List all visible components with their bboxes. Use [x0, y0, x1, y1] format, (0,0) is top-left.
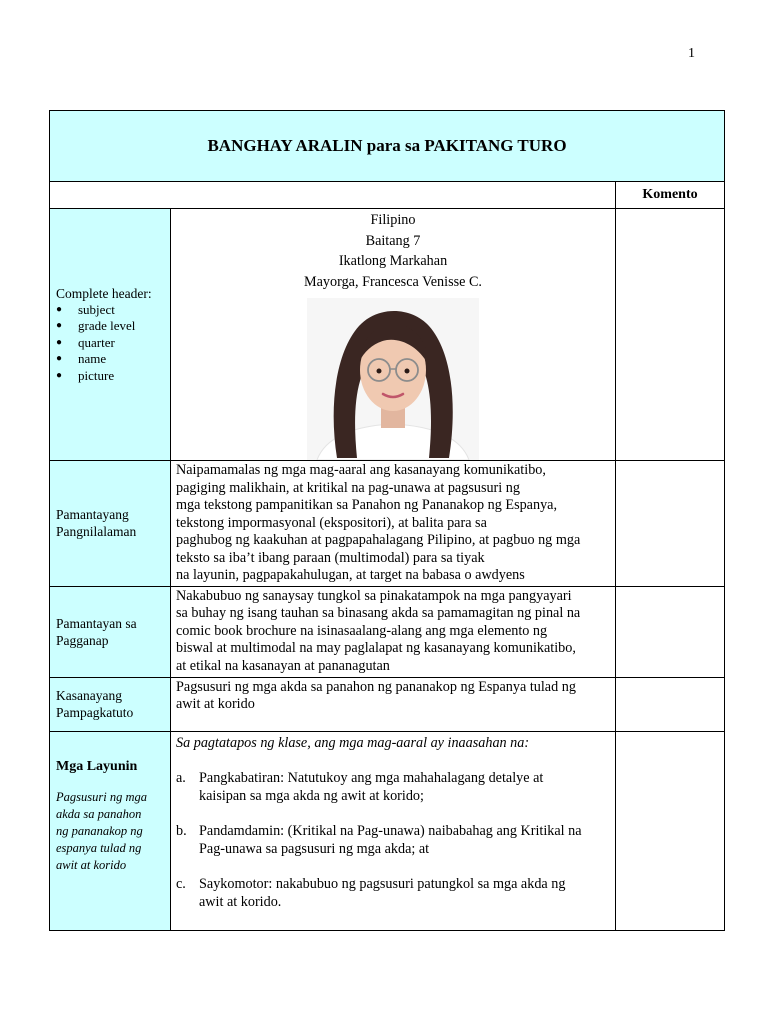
komento-header: Komento	[616, 182, 725, 209]
row-label-cell	[50, 461, 171, 587]
row-label-line: Pamantayan sa	[56, 615, 137, 631]
text-line: pagiging malikhain, at kritikal na pag-unawa at pagsusuri ng	[176, 479, 520, 496]
row-label-line: Pagganap	[56, 632, 109, 648]
objective-letter: c.	[176, 876, 186, 892]
subtitle-line: ng pananakop ng	[56, 823, 143, 838]
objectives-label-cell	[50, 731, 171, 931]
text-line: paghubog ng kaakuhan at pagpapahalagang Pilipino, at pagbuo ng mga	[176, 532, 581, 548]
text-line: biswal at multimodal na may paglalapat ng kasanayang komunikatibo,	[176, 640, 576, 656]
komento-cell	[616, 461, 725, 587]
komento-cell	[616, 586, 725, 677]
objectives-content	[171, 731, 616, 931]
row-label-line: Pangnilalaman	[56, 524, 137, 540]
teacher-photo	[307, 298, 479, 460]
subtitle-line: akda sa panahon	[56, 806, 142, 821]
header-bullet-list	[56, 302, 164, 385]
quarter: Ikatlong Markahan	[338, 253, 448, 269]
text-line: Pagsusuri ng mga akda sa panahon ng pananakop ng Espanya tulad ng	[176, 678, 576, 695]
subject: Filipino	[370, 212, 416, 228]
bullet-item: ● name	[56, 351, 164, 368]
lesson-plan-table	[49, 110, 725, 931]
row-label-cell	[50, 677, 171, 731]
objective-line: Pangkabatiran: Natutukoy ang mga mahahalagang detalye at	[199, 770, 544, 786]
objective-line: Pag-unawa sa pagsusuri ng mga akda; at	[199, 840, 430, 857]
header-label-cell	[50, 209, 171, 461]
bullet-item: ● grade level	[56, 318, 164, 335]
objectives-list	[176, 770, 610, 911]
subtitle-line: awit at korido	[56, 857, 127, 872]
header-content-cell	[171, 209, 616, 461]
objectives-title: Mga Layunin	[56, 758, 138, 774]
header-label: Complete header:	[56, 285, 152, 301]
objective-letter: a.	[176, 770, 186, 786]
bullet-item: ● quarter	[56, 335, 164, 352]
objective-line: Pandamdamin: (Kritikal na Pag-unawa) naibabahag ang Kritikal na	[199, 823, 582, 839]
objective-line: awit at korido.	[199, 893, 282, 910]
objective-line: Saykomotor: nakabubuo ng pagsusuri patungkol sa mga akda ng	[199, 876, 566, 892]
objective-line: kaisipan sa mga akda ng awit at korido;	[199, 787, 424, 804]
text-line: na layunin, pagpapakahulugan, at target na babasa o awdyens	[176, 567, 525, 583]
komento-cell	[616, 731, 725, 931]
row-label-line: Pamantayang	[56, 507, 129, 523]
objective-item	[176, 823, 610, 858]
objective-item	[176, 876, 610, 911]
content-standard-text	[171, 461, 616, 587]
teacher-name: Mayorga, Francesca Venisse C.	[304, 273, 482, 290]
objective-item	[176, 770, 610, 805]
bullet-item: ● subject	[56, 302, 164, 319]
row-label-line: Pampagkatuto	[56, 705, 134, 720]
text-line: comic book brochure na isinasaalang-alang ang mga elemento ng	[176, 622, 548, 639]
bullet-item: ● picture	[56, 368, 164, 385]
objective-letter: b.	[176, 823, 187, 839]
komento-cell	[616, 209, 725, 461]
row-label-cell	[50, 586, 171, 677]
performance-standard-text	[171, 586, 616, 677]
text-line: teksto sa iba’t ibang paraan (multimodal) para sa tiyak	[176, 549, 485, 566]
text-line: sa buhay ng isang tauhan sa binasang akda sa pamamagitan ng pinal na	[176, 605, 581, 621]
text-line: Naipamamalas ng mga mag-aaral ang kasanayang komunikatibo,	[176, 462, 546, 478]
text-line: tekstong impormasyonal (ekspositori), at balita para sa	[176, 514, 487, 531]
blank-header-cell	[50, 182, 616, 209]
learning-competency-text	[171, 677, 616, 731]
komento-cell	[616, 677, 725, 731]
text-line: awit at korido	[176, 696, 255, 712]
document-title: BANGHAY ARALIN para sa PAKITANG TURO	[50, 111, 725, 182]
row-label-line: Kasanayang	[56, 688, 122, 703]
objectives-subtitle	[56, 789, 164, 874]
text-line: mga tekstong pampanitikan sa Panahon ng Pananakop ng Espanya,	[176, 497, 558, 513]
text-line: Nakabubuo ng sanaysay tungkol sa pinakatampok na mga pangyayari	[176, 587, 572, 604]
subtitle-line: Pagsusuri ng mga	[56, 789, 147, 804]
text-line: at etikal na kasanayan at pananagutan	[176, 657, 390, 674]
page-number: 1	[688, 46, 695, 61]
objectives-intro: Sa pagtatapos ng klase, ang mga mag-aaral ay inaasahan na:	[176, 734, 530, 751]
subtitle-line: espanya tulad ng	[56, 840, 142, 855]
grade-level: Baitang 7	[365, 232, 421, 249]
